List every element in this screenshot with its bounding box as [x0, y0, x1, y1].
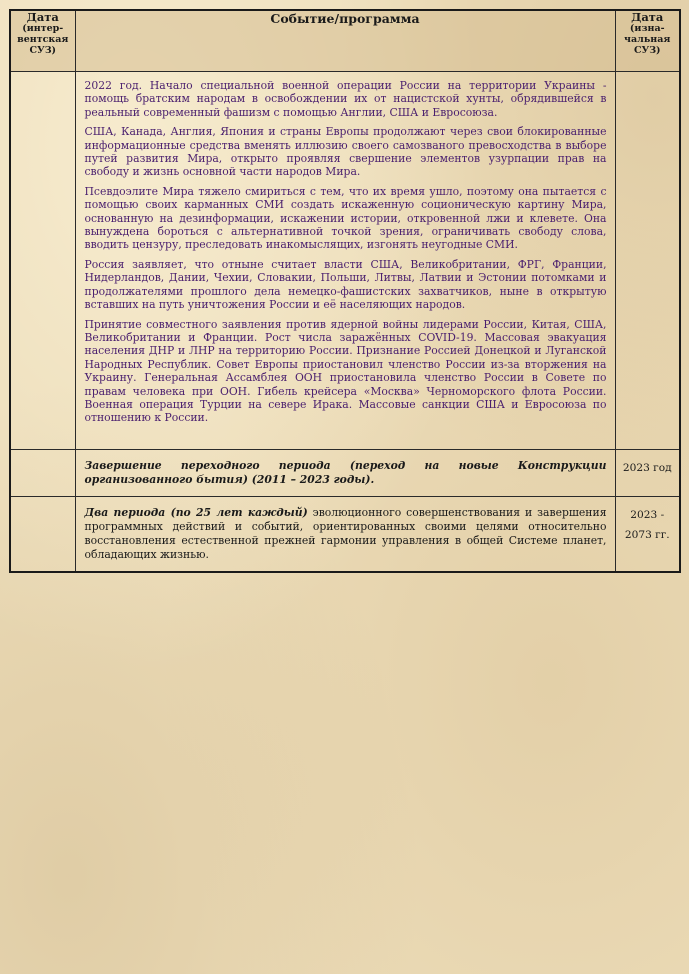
right-date-cell: 2023 год [615, 450, 680, 497]
event-paragraph: США, Канада, Англия, Япония и страны Европы продолжают через свои блокированные информационные средства вменять иллюзию своего самозваного превосходства в выборе путей развития Мира, открыто проявляя свершение элементов узурпации прав на свободу и жизнь основной части народов Мира. [84, 125, 607, 179]
left-date-cell [10, 72, 75, 450]
header-date-original-sub: (изна-чальная СУЗ) [624, 23, 671, 56]
table-row [10, 72, 680, 450]
table-header [10, 10, 680, 72]
transition-period-text: Завершение переходного периода (переход на новые Конструкции организованного бытия) (2011 – 2023 годы). [84, 459, 607, 486]
right-date-cell [615, 72, 680, 450]
event-cell [75, 450, 615, 497]
table-row [10, 497, 680, 573]
two-periods-text: эволюционного совершенствования и завершения программных действий и событий, ориентированных своими целями относительно восстановления естественной прежней гармонии управления в общей Системе планет, обладающих жизнью. [84, 506, 607, 561]
event-paragraph: 2022 год. Начало специальной военной операции России на территории Украины - помощь братским народам в освобождении их от нацистской хунты, обрядившейся в реальный современный фашизм с помощью Англии, США и Евросоюза. [84, 79, 607, 119]
header-event-program: Событие/программа [75, 10, 615, 72]
event-cell [75, 72, 615, 450]
event-paragraph: Принятие совместного заявления против ядерной войны лидерами России, Китая, США, Великобритании и Франции. Рост числа заражённых COVID-19. Массовая эвакуация населения ДНР и ЛНР на территорию России. Признание Россией Донецкой и Луганской Народных Республик. Совет Европы приостановил членство России из-за вторжения на Украину. Генеральная Ассамблея ООН приостановила членство России в Совете по правам человека при ООН. Гибель крейсера «Москва» Черноморского флота России. Военная операция Турции на севере Ирака. Массовые санкции США и Евросоюза по отношению к России. [84, 317, 607, 425]
event-paragraph: Россия заявляет, что отныне считает власти США, Великобритании, ФРГ, Франции, Нидерландов, Дании, Чехии, Словакии, Польши, Литвы, Латвии и Эстонии потомками и продолжателями прошлого дела немецко-фашистских захватчиков, ныне в открытую вставших на путь уничтожения России и её населяющих народов. [84, 257, 607, 312]
left-date-cell [10, 497, 75, 573]
header-date-original-title: Дата [631, 10, 664, 24]
right-date-cell: 2023 - 2073 гг. [615, 497, 680, 573]
events-table [9, 9, 681, 573]
header-date-intervent-title: Дата [26, 10, 59, 24]
header-date-original [615, 10, 680, 72]
left-date-cell [10, 450, 75, 497]
event-cell [75, 497, 615, 573]
table-row [10, 450, 680, 497]
event-paragraph: Псевдоэлите Мира тяжело смириться с тем, что их время ушло, поэтому она пытается с помощью своих карманных СМИ создать искаженную соционическую картину Мира, основанную на дезинформации, искажении истории, откровенной лжи и клевете. Она вынуждена бороться с альтернативной точкой зрения, ограничивать свободу слова, вводить цензуру, преследовать инакомыслящих, изгонять неугодные СМИ. [84, 184, 607, 252]
two-periods-heading: Два периода (по 25 лет каждый) [84, 506, 308, 519]
header-date-intervent [10, 10, 75, 72]
header-date-intervent-sub: (интер-вентская СУЗ) [17, 23, 69, 56]
document-page [9, 9, 679, 573]
